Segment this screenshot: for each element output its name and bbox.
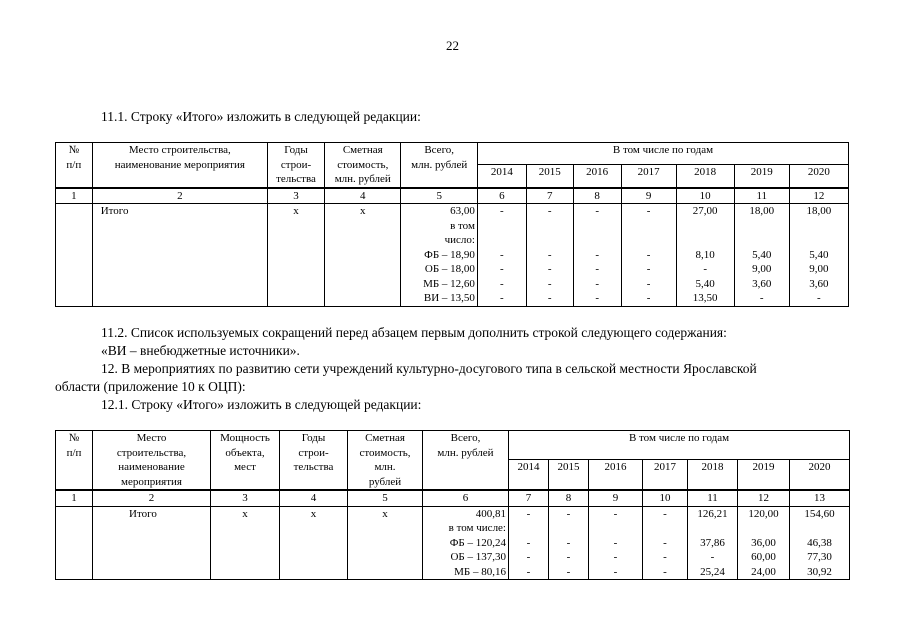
paragraph-11-2: 11.2. Список используемых сокращений перед абзацем первым дополнить строкой следующего содержания: [101, 325, 727, 340]
cell-line: - [663, 536, 667, 549]
cell-line: наименование [118, 461, 185, 473]
cell-line: - [646, 277, 651, 290]
cell-line: - [595, 263, 599, 275]
paragraph-12-1: 12.1. Строку «Итого» изложить в следующей редакции: [101, 397, 422, 412]
cell-line: число: [444, 234, 475, 246]
cell-line: в том числе: [448, 522, 506, 534]
cell-line: - [646, 263, 651, 275]
cell-line: - [663, 565, 667, 578]
cell-line [529, 233, 571, 248]
year-values [738, 506, 790, 580]
header-year: 2015 [549, 460, 589, 490]
cell-line: 3,60 [752, 277, 772, 290]
header-years-construction [267, 143, 324, 188]
table-row-total [56, 204, 849, 307]
column-number: 9 [621, 188, 676, 204]
cell-line: - [500, 292, 504, 304]
header-place [92, 143, 267, 188]
header-by-years: В том числе по годам [509, 431, 850, 460]
cell-line: п/п [66, 158, 82, 171]
column-number: 13 [790, 490, 850, 506]
cell-line: Всего, [450, 432, 481, 444]
cell-line: ОБ – 137,30 [450, 551, 506, 563]
cell-line: 18,00 [806, 205, 832, 217]
cell-line [737, 219, 787, 234]
header-year: 2014 [477, 165, 526, 188]
cell-line: 3,60 [809, 277, 829, 290]
header-year: 2018 [688, 460, 738, 490]
cell-line: - [566, 536, 571, 549]
header-year: 2016 [589, 460, 643, 490]
cell-line: 36,00 [751, 536, 776, 549]
cell-line [679, 219, 732, 234]
cell-line: Место строительства, [128, 144, 231, 156]
cell-line: Годы [301, 432, 326, 444]
cell-line: Всего, [424, 144, 455, 156]
cell-line: тельства [293, 461, 334, 473]
row-name: Итого [92, 204, 267, 307]
row-num [56, 204, 93, 307]
column-number: 6 [477, 188, 526, 204]
cell-line: 37,86 [700, 536, 725, 549]
cell-line: - [500, 248, 504, 261]
paragraph-12-continued: области (приложение 10 к ОЦП): [55, 379, 246, 394]
cell-line: 60,00 [751, 551, 776, 563]
cell-line: - [566, 551, 571, 563]
cell-line [792, 521, 847, 536]
year-values [549, 506, 589, 580]
cell-line: - [526, 551, 531, 563]
column-number: 10 [643, 490, 688, 506]
cell-line: объекта, [225, 446, 265, 459]
column-number: 3 [211, 490, 280, 506]
cell-line: 126,21 [697, 507, 728, 520]
column-number: 11 [688, 490, 738, 506]
cell-line: - [646, 248, 651, 261]
cell-line: - [566, 565, 571, 578]
cell-line: - [526, 507, 531, 520]
cell-line: в том [450, 219, 475, 232]
header-year: 2016 [573, 165, 621, 188]
paragraph-11-2-quote: «ВИ – внебюджетные источники». [101, 343, 300, 358]
cell-line: - [703, 263, 707, 275]
header-capacity [211, 431, 280, 491]
column-number-row [56, 188, 849, 204]
cell-line: № [68, 432, 80, 444]
cell-line: - [547, 248, 552, 261]
cell-line: Место [136, 432, 167, 444]
cell-line: - [566, 507, 571, 520]
header-year: 2018 [676, 165, 734, 188]
cell-line: млн. рублей [411, 158, 468, 171]
cell-line: строи- [298, 446, 329, 459]
cell-line: 46,38 [807, 536, 832, 549]
cell-line: ОБ – 18,00 [424, 263, 475, 275]
cell-line: 400,81 [475, 507, 506, 520]
cell-line: 120,00 [748, 507, 779, 520]
column-number: 4 [280, 490, 348, 506]
cell-line: - [547, 263, 552, 275]
row-total-breakdown [401, 204, 477, 307]
paragraph-12: 12. В мероприятиях по развитию сети учреждений культурно-досугового типа в сельской местности Ярославской [101, 361, 757, 376]
cell-line: - [526, 536, 531, 549]
column-number: 4 [325, 188, 401, 204]
header-year: 2019 [734, 165, 789, 188]
header-estimated-cost [348, 431, 423, 491]
header-total [423, 431, 509, 491]
header-year: 2019 [738, 460, 790, 490]
year-values [509, 506, 549, 580]
column-number: 5 [348, 490, 423, 506]
cell-line: наименование мероприятия [114, 158, 245, 171]
cell-line: Мощность [220, 432, 270, 444]
year-values [688, 506, 738, 580]
cell-line: - [500, 277, 504, 290]
cell-line: Сметная [365, 432, 405, 444]
cell-line: 63,00 [450, 205, 475, 217]
column-number: 5 [401, 188, 477, 204]
cell-line: ФБ – 120,24 [449, 536, 506, 549]
row-cost: х [348, 506, 423, 580]
header-year: 2017 [621, 165, 676, 188]
cell-line: - [547, 277, 552, 290]
header-years-construction [280, 431, 348, 491]
cell-line: - [759, 292, 764, 304]
cell-line: - [595, 205, 599, 217]
column-number: 6 [423, 490, 509, 506]
cell-line [792, 233, 846, 248]
cell-line [645, 521, 685, 536]
year-values [789, 204, 848, 307]
cell-line [480, 233, 524, 248]
row-name: Итого [93, 506, 211, 580]
year-values [477, 204, 526, 307]
cell-line [480, 219, 524, 234]
year-values [589, 506, 643, 580]
header-year: 2014 [509, 460, 549, 490]
cell-line: 154,60 [804, 507, 835, 520]
column-number: 7 [509, 490, 549, 506]
cell-line: - [595, 248, 599, 261]
cell-line: - [595, 277, 599, 290]
cell-line: млн. рублей [437, 446, 494, 459]
column-number: 7 [526, 188, 573, 204]
cell-line [529, 219, 571, 234]
cell-line: - [547, 205, 552, 217]
cell-line [511, 521, 546, 536]
cell-line: 5,40 [695, 277, 715, 290]
year-values [676, 204, 734, 307]
cell-line: - [547, 292, 552, 304]
cell-line: Сметная [342, 144, 383, 156]
cell-line: тельства [276, 173, 316, 185]
cell-line: - [646, 205, 651, 217]
table-1 [55, 142, 849, 307]
cell-line: - [595, 292, 599, 304]
cell-line: 18,00 [749, 205, 775, 217]
cell-line: п/п [66, 446, 82, 459]
column-number: 12 [738, 490, 790, 506]
cell-line: МБ – 12,60 [423, 277, 475, 290]
cell-line: ФБ – 18,90 [424, 248, 475, 261]
year-values [621, 204, 676, 307]
cell-line: 13,50 [692, 292, 718, 304]
cell-line: строи- [280, 158, 312, 171]
cell-line: - [613, 507, 618, 520]
cell-line [679, 233, 732, 248]
header-place [93, 431, 211, 491]
cell-line [576, 219, 619, 234]
cell-line: - [500, 205, 504, 217]
cell-line: 5,40 [809, 248, 829, 261]
cell-line [690, 521, 735, 536]
cell-line: стоимость, [337, 158, 389, 171]
header-num [56, 143, 93, 188]
cell-line: 5,40 [752, 248, 772, 261]
cell-line: - [710, 551, 715, 563]
cell-line: млн. рублей [334, 173, 391, 185]
column-number: 8 [573, 188, 621, 204]
year-values [790, 506, 850, 580]
cell-line: - [613, 565, 618, 578]
cell-line: рублей [368, 475, 402, 488]
cell-line [624, 233, 674, 248]
column-number: 2 [92, 188, 267, 204]
cell-line: - [663, 507, 667, 520]
header-by-years: В том числе по годам [477, 143, 848, 165]
cell-line: строительства, [116, 446, 187, 459]
header-year: 2017 [643, 460, 688, 490]
cell-line: мероприятия [121, 475, 182, 488]
cell-line: 27,00 [692, 205, 718, 217]
row-total-breakdown [423, 506, 509, 580]
cell-line: № [68, 144, 80, 156]
year-values [734, 204, 789, 307]
cell-line: 30,92 [807, 565, 832, 578]
cell-line [737, 233, 787, 248]
row-capacity: х [211, 506, 280, 580]
cell-line: - [646, 292, 651, 304]
header-year: 2015 [526, 165, 573, 188]
header-num [56, 431, 93, 491]
cell-line: - [500, 263, 504, 275]
column-number: 1 [56, 188, 93, 204]
header-year: 2020 [790, 460, 850, 490]
cell-line: млн. [374, 461, 396, 473]
cell-line: МБ – 80,16 [454, 565, 506, 578]
cell-line: - [613, 551, 618, 563]
header-year: 2020 [789, 165, 848, 188]
cell-line: - [817, 292, 821, 304]
cell-line: 24,00 [751, 565, 776, 578]
cell-line [591, 521, 640, 536]
cell-line: - [663, 551, 667, 563]
cell-line: 25,24 [700, 565, 725, 578]
column-number: 12 [789, 188, 848, 204]
year-values [526, 204, 573, 307]
cell-line: ВИ – 13,50 [423, 292, 475, 304]
column-number: 2 [93, 490, 211, 506]
column-number: 11 [734, 188, 789, 204]
cell-line [551, 521, 586, 536]
cell-line: 77,30 [807, 551, 832, 563]
cell-line [624, 219, 674, 234]
cell-line: Годы [284, 144, 308, 156]
column-number: 1 [56, 490, 93, 506]
column-number: 3 [267, 188, 324, 204]
column-number-row [56, 490, 850, 506]
row-years: х [267, 204, 324, 307]
year-values [573, 204, 621, 307]
column-number: 10 [676, 188, 734, 204]
cell-line: 9,00 [752, 263, 772, 275]
cell-line: мест [234, 461, 256, 473]
year-values [643, 506, 688, 580]
cell-line [792, 219, 846, 234]
cell-line: 8,10 [695, 248, 715, 261]
paragraph-11-1: 11.1. Строку «Итого» изложить в следующей редакции: [101, 109, 421, 124]
cell-line: - [613, 536, 618, 549]
cell-line [740, 521, 787, 536]
header-estimated-cost [325, 143, 401, 188]
row-years: х [280, 506, 348, 580]
page-number: 22 [446, 38, 459, 53]
table-2 [55, 430, 850, 580]
cell-line [576, 233, 619, 248]
row-cost: х [325, 204, 401, 307]
row-num [56, 506, 93, 580]
cell-line: стоимость, [359, 446, 411, 459]
header-total [401, 143, 477, 188]
column-number: 9 [589, 490, 643, 506]
column-number: 8 [549, 490, 589, 506]
cell-line: - [526, 565, 531, 578]
table-row-total [56, 506, 850, 580]
cell-line: 9,00 [809, 263, 829, 275]
